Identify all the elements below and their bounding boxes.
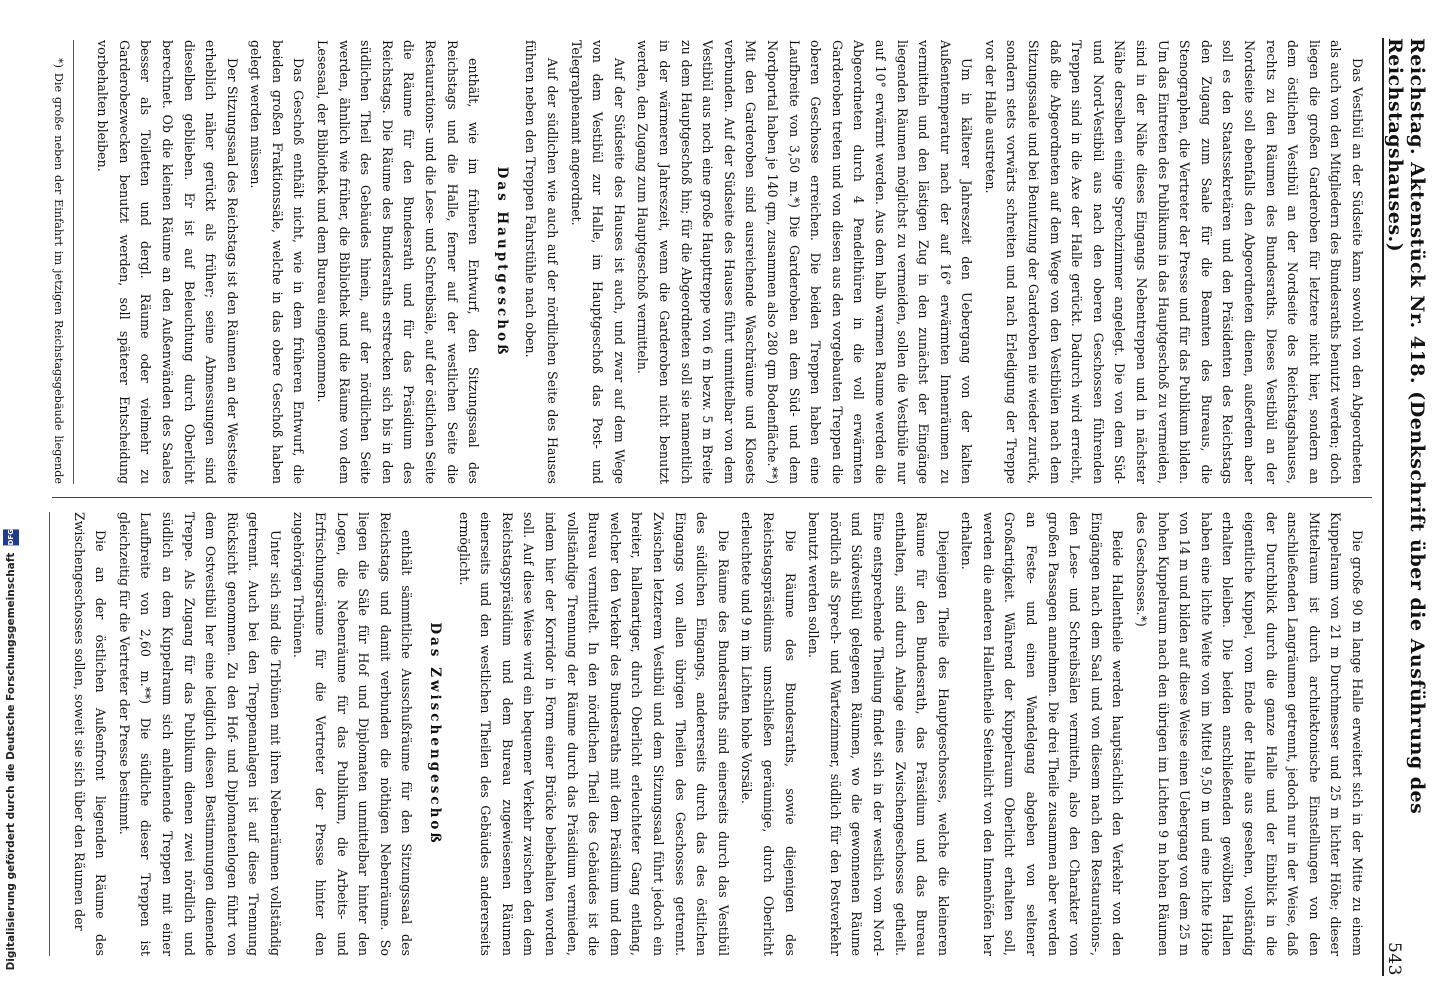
digitization-credit — [3, 529, 19, 970]
paragraph: Der Sitzungssaal des Reichstags ist den Räumen an der Westseite erheblich näher gerückt als früher; seine Abmessungen sind dieselben geblieben. Er ist auf Beleuchtung durch Oberlicht berechnet. Ob die kleinen Räume an den Außenwänden des Saales besser als Toiletten und dergl. Räume oder vielmehr zu Garderobezwecken benutzt werden, soll späterer Entscheidung vorbehalten bleiben. — [95, 40, 240, 484]
paragraph: Um in kälterer Jahreszeit den Uebergang von der kalten Außentemperatur nach der auf 16° erwärmten Innenräumen zu vermitteln und den lästigen Zug in den zunächst der Eingänge liegenden Räumen möglichst zu vermeiden, sollen die Vestibüle nur auf 10° erwärmt werden. Aus dem halb warmen Raume werden die Abgeordneten durch 4 Pendelthüren in die voll erwärmten Garderoben treten und von diesen aus den vorgebauten Treppen die oberen Geschosse erreichen. Die beiden Treppen haben eine Laufbreite von 3,50 m.*) Die Garderoben an dem Süd- und dem Nordportal haben je 140 qm, zusammen also 280 qm Bodenfläche.**) Mit den Garderoben sind ausreichende Waschräume und Klosets verbunden. Auf der Südseite des Hauses führt unmittelbar von dem Vestibül aus noch eine große Haupttreppe von 6 m bezw. 5 m Breite zu dem Hauptgeschoß hin; für die Abgeordneten soll sie namentlich in der wärmeren Jahreszeit, wenn die Garderoben nicht benutzt werden, den Zugang zum Hauptgeschoß vermitteln. — [635, 40, 975, 484]
paragraph: Die an der östlichen Außenfront liegenden Räume des Zwischengeschosses sollen, soweit sie sich über den Räumen der — [71, 512, 109, 956]
column-divider — [52, 497, 1372, 498]
page-header — [1382, 38, 1428, 976]
credit-text: Digitalisierung gefördert durch die Deutsche Forschungsgemeinschaft — [5, 552, 17, 970]
page-title: Reichstag. Aktenstück Nr. 418. (Denkschrift über die Ausführung des Reichstagshauses.) — [1384, 38, 1428, 815]
footnotes — [48, 40, 74, 484]
left-column — [48, 40, 1368, 484]
paragraph: Das Vestibül an der Südseite kann sowohl von den Abgeordneten als auch von den Mitgliedern des Bundesraths benutzt werden; doch liegen die großen Garderoben für letztere nicht hier, sondern an dem östlichen Vestibül an der Nordseite des Reichstagshauses, rechts zu den Räumen des Bundesraths. Dieses Vestibül an der Nordseite soll ebenfalls den Abgeordneten dienen, außerdem aber soll es den Staatssekretären und den Präsidenten des Reichstags den Zugang zum Saale für die Beamten des Bureaus, die Stenographen, die Vertreter der Presse und für das Publikum bilden. Um das Eintreten des Publikums in das Hauptgeschoß zu vermeiden, sind in der Nähe dieses Eingangs Nebentreppen und in nächster Nähe derselben einige Sprechzimmer angelegt. Die von dem Süd- und Nord-Vestibül aus nach den oberen Geschossen führenden Treppen sind in die Axe der Halle gerückt. Dadurch wird erreicht, daß die Abgeordneten auf dem Wege von den Vestibülen nach dem Sitzungssaale und bei Benutzung der Garderoben nie wieder zurück, sondern stets vorwärts schreiten und nach Erledigung der Treppe vor der Halle austreten. — [982, 40, 1365, 484]
scan-margin-strip — [0, 0, 22, 1000]
paragraph: Auf der Südseite des Hauses ist auch, und zwar auf dem Wege von dem Vestibül zur Halle, im Hauptgeschoß das Post- und Telegraphenamt angeordnet. — [568, 40, 627, 484]
right-column — [48, 512, 1368, 956]
footnotes — [48, 512, 50, 956]
dfg-logo-icon: DFG — [3, 529, 19, 545]
section-heading: Das Zwischengeschoß — [427, 622, 444, 846]
paragraph: Unter sich sind die Tribünen mit ihren Nebenräumen vollständig getrennt. Auch bei den Treppenanlagen ist auf diese Trennung Rücksicht genommen. Zu den Hof- und Diplomatenlogen führt von dem Ostvestibül her eine lediglich diesen Bestimmungen dienende Treppe. Als Zugang für das Publikum dienen zwei nördlich und südlich an dem Kuppelraum sich anlehnende Treppen mit einer Laufbreite von 2,60 m.**) Die südliche dieser Treppen ist gleichzeitig für die Vertreter der Presse bestimmt. — [116, 512, 283, 956]
paragraph: Die große 90 m lange Halle erweitert sich in der Mitte zu einem Kuppelraum von 21 m Durchmesser und 25 m lichter Höhe; dieser Mittelraum ist durch architektonische Einstellungen von den anschließenden Langräumen getrennt, jedoch nur in der Weise, daß der Durchblick durch die ganze Halle und der Einblick in die eigentliche Kuppel, vom Ende der Halle aus gesehen, vollständig erhalten bleiben. Die beiden anschließenden gewölbten Hallen haben eine lichte Weite von im Mittel 9,50 m und eine lichte Höhe von 14 m und bilden auf diese Weise einen Uebergang von dem 25 m hohen Kuppelraum nach den übrigen im Lichten 9 m hohen Räumen des Geschosses.*) — [1134, 512, 1365, 956]
document-page — [24, 0, 1432, 1000]
footnote: *) Die große neben der Einfahrt im jetzigen Reichstagsgebäude liegende — [51, 58, 65, 484]
paragraph: Beide Hallentheile werden hauptsächlich den Verkehr von den Eingängen nach dem Saal und von diesem nach den Restaurations-, den Lese- und Schreibsälen vermitteln, also den Charakter von großen Passagen annehmen. Die drei Theile zusammen aber werden an Feste- und einen Wandelgang abgeben von seltener Großartigkeit. Während der Kuppelraum Oberlicht erhalten soll, werden die anderen Hallentheile Seitenlicht von den Innenhöfen her erhalten. — [959, 512, 1126, 956]
page-number: 543 — [1384, 942, 1404, 976]
paragraph: Die Räume des Bundesraths, sowie diejenigen des Reichstagspräsidiums umschließen geräumige, durch Oberlicht erleuchtete und 9 m im Lichten hohe Vorsäle. — [739, 512, 798, 956]
paragraph: Diejenigen Theile des Hauptgeschosses, welche die kleineren Räume für den Bundesrath, das Präsidium und das Bureau enthalten, sind durch Anlage eines Zwischengeschosses getheilt. Eine entsprechende Theilung findet sich in der westlich vom Nord- und Südvestibül gelegenen Räumen, wo die gewonnenen Räume nördlich als Sprech- und Wartezimmer, südlich für den Postverkehr benutzt werden sollen. — [806, 512, 951, 956]
paragraph: enthält sämmtliche Ausschußräume für den Sitzungssaal des Reichstags und damit verbunden die nöthigen Nebenräume. So liegen die Säle für Hof und Diplomaten unmittelbar hinter den Logen, die Nebenräume für das Publikum, die Arbeits- und Erfrischungsräume für die Vertreter der Presse hinter den zugehörigen Tribünen. — [291, 512, 415, 956]
paragraph: Das Geschoß enthält nicht, wie in dem früheren Entwurf, die beiden großen Fraktionssäle, welche in das obere Geschoß haben gelegt werden müssen. — [248, 40, 307, 484]
paragraph: enthält, wie im früheren Entwurf, den Sitzungssaal des Reichstags und die Halle, ferner auf der westlichen Seite die Restaurations- und die Lese- und Schreibsäle, auf der östlichen Seite die Räume für den Bundesrath und für das Präsidium des Reichstags. Die Räume des Bundesraths erstrecken sich bis in den südlichen Theil des Gebäudes hinein, auf der nördlichen Seite werden, ähnlich wie früher, die Bibliothek und die Räume von dem Lesesaal, der Bibliothek und dem Bureau eingenommen. — [315, 40, 482, 484]
paragraph: Die Räume des Bundesraths sind einerseits durch das Vestibül des südlichen Eingangs, andererseits durch das des östlichen Eingangs von allen übrigen Theilen des Geschosses getrennt. Zwischen letzterem Vestibül und dem Sitzungssaal führt jedoch ein breiter, hallenartiger, durch Oberlicht erleuchteter Gang entlang, welcher den Verkehr des Bundesraths mit dem Präsidium und dem Bureau vermittelt. In den nördlichen Theil des Gebäudes ist die vollständige Trennung der Räume durch das Präsidium vermieden, indem hier der Korridor in Form einer Brücke beibehalten worden soll. Auf diese Weise wird ein bequemer Verkehr zwischen den dem Reichstagspräsidium und dem Bureau zugewiesenen Räumen einerseits und den westlichen Theilen des Gebäudes andererseits ermöglicht. — [456, 512, 731, 956]
paragraph: Auf der südlichen wie auch auf der nördlichen Seite des Hauses führen neben den Treppen Fahrstühle nach oben. — [523, 40, 561, 484]
section-heading: Das Hauptgeschoß — [493, 166, 510, 358]
